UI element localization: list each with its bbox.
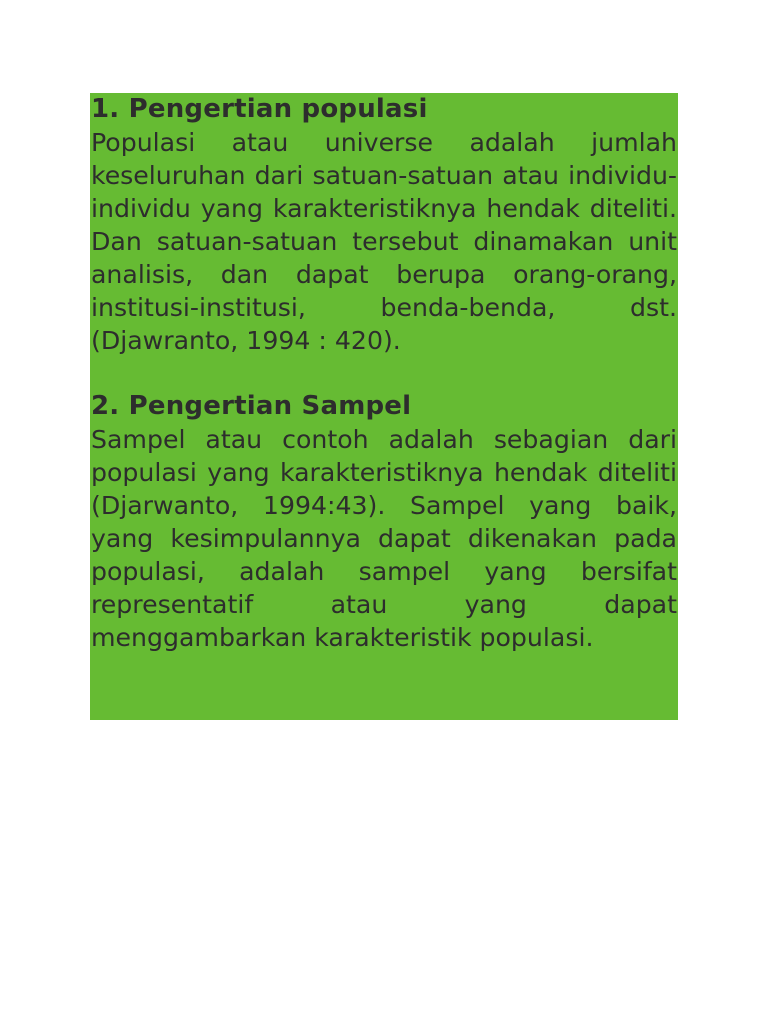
section-body-populasi: Populasi atau universe adalah jumlah keseluruhan dari satuan-satuan atau individu-individu yang karakteristiknya hendak diteliti. Dan satuan-satuan tersebut dinamakan unit analisis, dan dapat berupa orang-orang, institusi-institusi, benda-benda, dst. (Djawranto, 1994 : 420). bbox=[91, 128, 677, 355]
section-spacer bbox=[91, 357, 677, 390]
section-body-sampel: Sampel atau contoh adalah sebagian dari populasi yang karakteristiknya hendak diteliti (Djarwanto, 1994:43). Sampel yang baik, yang kesimpulannya dapat dikenakan pada populasi, adalah sampel yang bersifat representatif atau yang dapat menggambarkan karakteristik populasi. bbox=[91, 425, 677, 652]
section-heading-populasi: 1. Pengertian populasi bbox=[91, 94, 428, 124]
section-heading-sampel: 2. Pengertian Sampel bbox=[91, 391, 412, 421]
content-card bbox=[90, 93, 678, 720]
